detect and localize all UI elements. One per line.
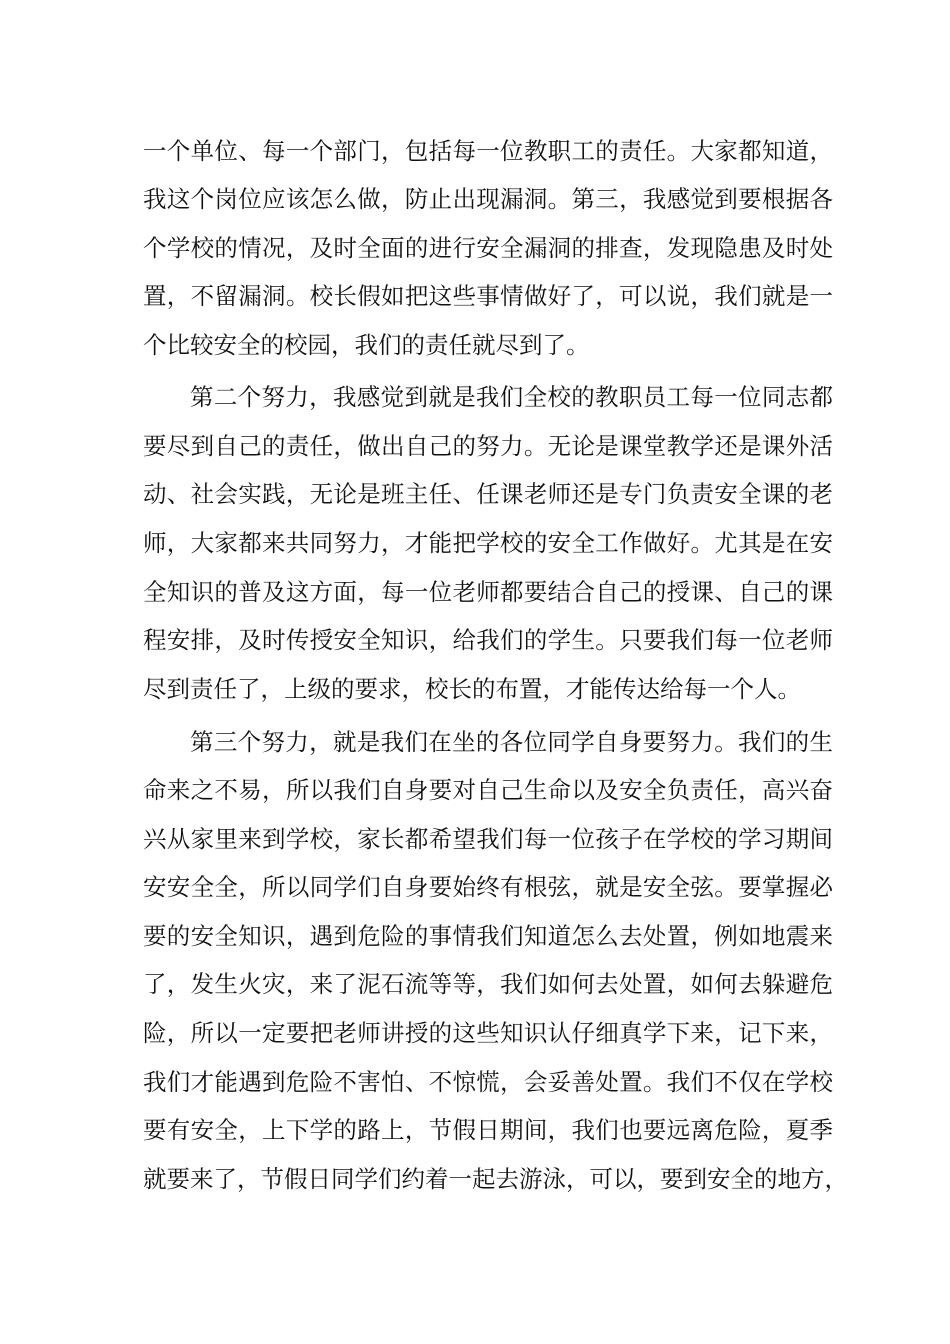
- text-line: 我们才能遇到危险不害怕、不惊慌，会妥善处置。我们不仅在学校: [143, 1068, 833, 1096]
- text-line: 安安全全，所以同学们自身要始终有根弦，就是安全弦。要掌握必: [143, 873, 833, 901]
- text-line: 我这个岗位应该怎么做，防止出现漏洞。第三，我感觉到要根据各: [143, 185, 833, 213]
- text-line: 兴从家里来到学校，家长都希望我们每一位孩子在学校的学习期间: [143, 825, 833, 853]
- text-line: 师，大家都来共同努力，才能把学校的安全工作做好。尤其是在安: [143, 529, 833, 557]
- text-line: 尽到责任了，上级的要求，校长的布置，才能传达给每一个人。: [143, 675, 801, 703]
- text-line: 了，发生火灾，来了泥石流等等，我们如何去处置，如何去躲避危: [143, 970, 833, 998]
- text-line: 个比较安全的校园，我们的责任就尽到了。: [143, 331, 590, 359]
- text-line: 全知识的普及这方面，每一位老师都要结合自己的授课、自己的课: [143, 578, 833, 606]
- text-line: 动、社会实践，无论是班主任、任课老师还是专门负责安全课的老: [143, 480, 833, 508]
- text-line: 要有安全，上下学的路上，节假日期间，我们也要远离危险，夏季: [143, 1116, 833, 1144]
- text-line: 要的安全知识，遇到危险的事情我们知道怎么去处置，例如地震来: [143, 922, 833, 950]
- text-line: 要尽到自己的责任，做出自己的努力。无论是课堂教学还是课外活: [143, 432, 833, 460]
- text-line: 命来之不易，所以我们自身要对自己生命以及安全负责任，高兴奋: [143, 776, 833, 804]
- text-line: 就要来了，节假日同学们约着一起去游泳，可以，要到安全的地方，: [143, 1165, 848, 1193]
- text-line: 个学校的情况，及时全面的进行安全漏洞的排查，发现隐患及时处: [143, 234, 833, 262]
- text-line: 第三个努力，就是我们在坐的各位同学自身要努力。我们的生: [190, 728, 833, 756]
- text-line: 险，所以一定要把老师讲授的这些知识认仔细真学下来，记下来，: [143, 1019, 833, 1047]
- text-line: 一个单位、每一个部门，包括每一位教职工的责任。大家都知道，: [143, 137, 833, 165]
- text-line: 程安排，及时传授安全知识，给我们的学生。只要我们每一位老师: [143, 626, 833, 654]
- text-line: 置，不留漏洞。校长假如把这些事情做好了，可以说，我们就是一: [143, 282, 833, 310]
- text-line: 第二个努力，我感觉到就是我们全校的教职员工每一位同志都: [190, 383, 833, 411]
